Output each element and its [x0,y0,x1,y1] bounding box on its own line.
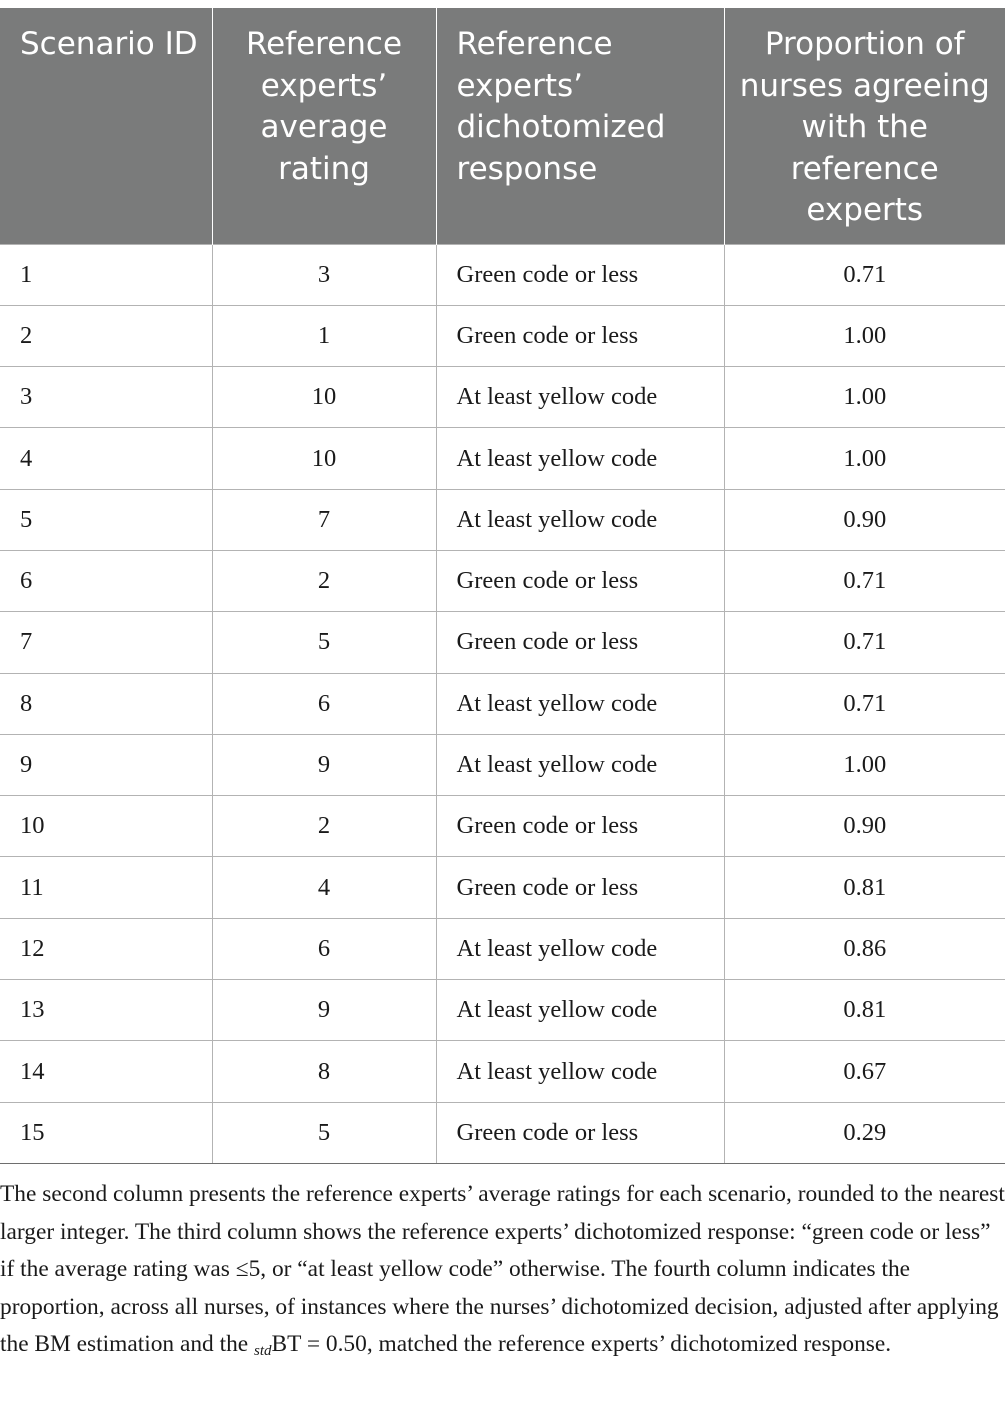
cell-dichotomized-response: At least yellow code [436,918,724,979]
cell-average-rating: 2 [212,550,436,611]
header-dichotomized-response: Reference experts’ dichotomized response [436,8,724,244]
cell-scenario-id: 7 [0,612,212,673]
table-row [0,857,1005,918]
cell-average-rating: 10 [212,367,436,428]
cell-average-rating: 7 [212,489,436,550]
cell-dichotomized-response: Green code or less [436,305,724,366]
table-row [0,673,1005,734]
table-row [0,305,1005,366]
cell-average-rating: 4 [212,857,436,918]
cell-proportion: 1.00 [724,367,1005,428]
header-row [0,8,1005,244]
table-row [0,550,1005,611]
cell-dichotomized-response: Green code or less [436,244,724,305]
cell-proportion: 1.00 [724,734,1005,795]
table-row [0,1102,1005,1163]
cell-average-rating: 1 [212,305,436,366]
cell-proportion: 0.90 [724,796,1005,857]
table-row [0,489,1005,550]
cell-dichotomized-response: Green code or less [436,857,724,918]
cell-dichotomized-response: At least yellow code [436,428,724,489]
footnote-tail: BT = 0.50, matched the reference experts’ dichotomized response. [271,1331,892,1357]
table-row [0,734,1005,795]
cell-dichotomized-response: At least yellow code [436,673,724,734]
results-table [0,8,1005,1164]
cell-proportion: 0.81 [724,857,1005,918]
cell-scenario-id: 15 [0,1102,212,1163]
cell-dichotomized-response: At least yellow code [436,734,724,795]
cell-dichotomized-response: Green code or less [436,1102,724,1163]
footnote-main: The second column presents the reference experts’ average ratings for each scenario, rounded to the nearest larger integer. The third column shows the reference experts’ dichotomized response: “green code or less” if the average rating was ≤5, or “at least yellow code” otherwise. The fourth column indicates the proportion, across all nurses, of instances where the nurses’ dichotomized decision, adjusted after applying the BM estimation and the [0,1181,1005,1357]
cell-dichotomized-response: At least yellow code [436,367,724,428]
cell-proportion: 0.86 [724,918,1005,979]
cell-scenario-id: 2 [0,305,212,366]
cell-average-rating: 2 [212,796,436,857]
header-scenario-id: Scenario ID [0,8,212,244]
cell-dichotomized-response: Green code or less [436,550,724,611]
table-row [0,244,1005,305]
cell-scenario-id: 1 [0,244,212,305]
cell-average-rating: 10 [212,428,436,489]
cell-scenario-id: 6 [0,550,212,611]
cell-average-rating: 8 [212,1041,436,1102]
cell-scenario-id: 9 [0,734,212,795]
cell-dichotomized-response: Green code or less [436,612,724,673]
cell-scenario-id: 5 [0,489,212,550]
cell-proportion: 0.71 [724,244,1005,305]
cell-proportion: 0.71 [724,550,1005,611]
cell-dichotomized-response: At least yellow code [436,489,724,550]
table-row [0,980,1005,1041]
cell-scenario-id: 3 [0,367,212,428]
table-row [0,1041,1005,1102]
cell-scenario-id: 14 [0,1041,212,1102]
cell-average-rating: 6 [212,918,436,979]
cell-scenario-id: 13 [0,980,212,1041]
header-proportion-agreeing: Proportion of nurses agreeing with the reference experts [724,8,1005,244]
cell-average-rating: 5 [212,612,436,673]
table-footnote [0,1176,1005,1371]
table-row [0,612,1005,673]
cell-proportion: 0.90 [724,489,1005,550]
table-row [0,367,1005,428]
cell-proportion: 1.00 [724,428,1005,489]
cell-proportion: 0.67 [724,1041,1005,1102]
cell-scenario-id: 12 [0,918,212,979]
cell-proportion: 1.00 [724,305,1005,366]
cell-proportion: 0.71 [724,673,1005,734]
cell-scenario-id: 8 [0,673,212,734]
cell-proportion: 0.71 [724,612,1005,673]
footnote-subscript: std [254,1343,272,1359]
header-average-rating: Reference experts’ average rating [212,8,436,244]
table-row [0,796,1005,857]
cell-proportion: 0.29 [724,1102,1005,1163]
table-body [0,244,1005,1163]
cell-scenario-id: 4 [0,428,212,489]
cell-dichotomized-response: At least yellow code [436,980,724,1041]
cell-average-rating: 9 [212,734,436,795]
cell-scenario-id: 10 [0,796,212,857]
cell-average-rating: 3 [212,244,436,305]
cell-scenario-id: 11 [0,857,212,918]
table-header [0,8,1005,244]
cell-average-rating: 9 [212,980,436,1041]
cell-average-rating: 6 [212,673,436,734]
table-row [0,428,1005,489]
cell-dichotomized-response: Green code or less [436,796,724,857]
cell-proportion: 0.81 [724,980,1005,1041]
cell-average-rating: 5 [212,1102,436,1163]
cell-dichotomized-response: At least yellow code [436,1041,724,1102]
table-row [0,918,1005,979]
